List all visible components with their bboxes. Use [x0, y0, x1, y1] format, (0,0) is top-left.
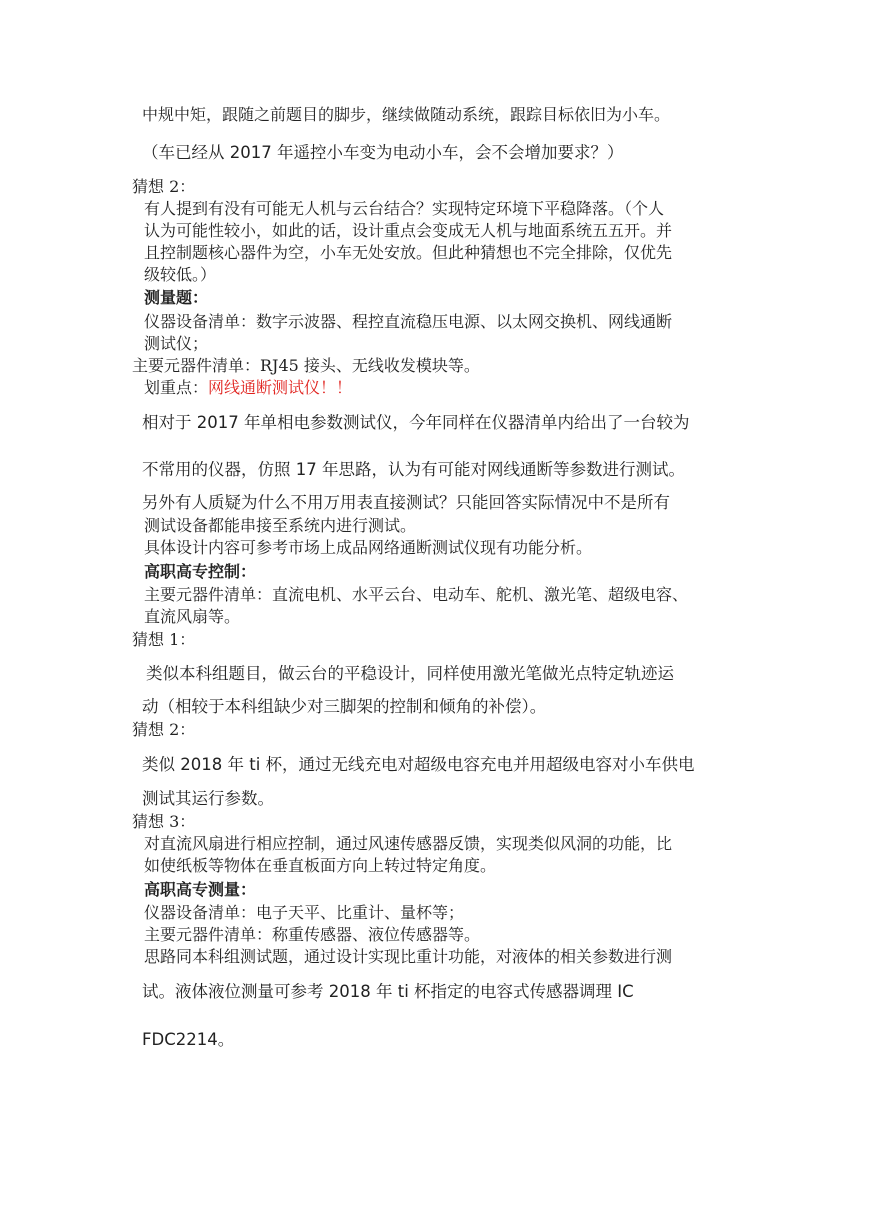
- paragraph-line: FDC2214。: [142, 1030, 235, 1049]
- section-heading: 高职高专测量：: [144, 880, 257, 899]
- paragraph-line: 试。液体液位测量可参考 2018 年 ti 杯指定的电容式传感器调理 IC: [142, 982, 634, 1001]
- section-heading: 猜想 2：: [132, 720, 196, 739]
- paragraph-line: 有人提到有没有可能无人机与云台结合？实现特定环境下平稳降落。（个人: [144, 199, 665, 218]
- paragraph-line: 主要元器件清单：称重传感器、液位传感器等。: [144, 925, 481, 944]
- section-heading: 高职高专控制：: [144, 562, 257, 581]
- paragraph-line: 如使纸板等物体在垂直板面方向上转过特定角度。: [144, 856, 497, 875]
- paragraph-line: 具体设计内容可参考市场上成品网络通断测试仪现有功能分析。: [144, 538, 593, 557]
- paragraph-line: 不常用的仪器，仿照 17 年思路，认为有可能对网线通断等参数进行测试。: [142, 460, 685, 479]
- section-heading: 猜想 2：: [132, 177, 196, 196]
- paragraph-line: 且控制题核心器件为空，小车无处安放。但此种猜想也不完全排除，仅优先: [144, 243, 673, 262]
- highlight-text: 网线通断测试仪！！: [208, 378, 353, 397]
- paragraph-line: 主要元器件清单：RJ45 接头、无线收发模块等。: [132, 356, 480, 375]
- paragraph-line: 对直流风扇进行相应控制，通过风速传感器反馈，实现类似风洞的功能，比: [144, 834, 673, 853]
- paragraph-line: 直流风扇等。: [144, 607, 241, 626]
- paragraph-line: 测试其运行参数。: [142, 789, 274, 808]
- section-heading: 猜想 1：: [132, 630, 196, 649]
- paragraph-line: [144, 378, 352, 398]
- section-heading: 测量题：: [144, 288, 209, 307]
- paragraph-line: 中规中矩，跟随之前题目的脚步，继续做随动系统，跟踪目标依旧为小车。: [142, 105, 671, 124]
- paragraph-line: 类似本科组题目，做云台的平稳设计，同样使用激光笔做光点特定轨迹运: [146, 664, 674, 683]
- paragraph-line: 类似 2018 年 ti 杯，通过无线充电对超级电容充电并用超级电容对小车供电: [142, 755, 695, 774]
- paragraph-line: 仪器设备清单：电子天平、比重计、量杯等；: [144, 903, 465, 922]
- paragraph-line: 测试仪；: [144, 334, 209, 353]
- paragraph-line: 主要元器件清单：直流电机、水平云台、电动车、舵机、激光笔、超级电容、: [144, 585, 689, 604]
- paragraph-line: 思路同本科组测试题，通过设计实现比重计功能，对液体的相关参数进行测: [144, 947, 673, 966]
- paragraph-line: 动（相较于本科组缺少对三脚架的控制和倾角的补偿）。: [142, 697, 547, 716]
- highlight-label: 划重点：: [144, 378, 209, 397]
- paragraph-line: 认为可能性较小，如此的话，设计重点会变成无人机与地面系统五五开。并: [144, 221, 673, 240]
- paragraph-line: 另外有人质疑为什么不用万用表直接测试？只能回答实际情况中不是所有: [142, 493, 670, 512]
- paragraph-line: （车已经从 2017 年遥控小车变为电动小车，会不会增加要求？）: [142, 143, 624, 162]
- paragraph-line: 级较低。）: [144, 265, 217, 284]
- section-heading: 猜想 3：: [132, 812, 196, 831]
- paragraph-line: 测试设备都能串接至系统内进行测试。: [144, 516, 417, 535]
- paragraph-line: 仪器设备清单：数字示波器、程控直流稳压电源、以太网交换机、网线通断: [144, 312, 673, 331]
- paragraph-line: 相对于 2017 年单相电参数测试仪，今年同样在仪器清单内给出了一台较为: [142, 413, 690, 432]
